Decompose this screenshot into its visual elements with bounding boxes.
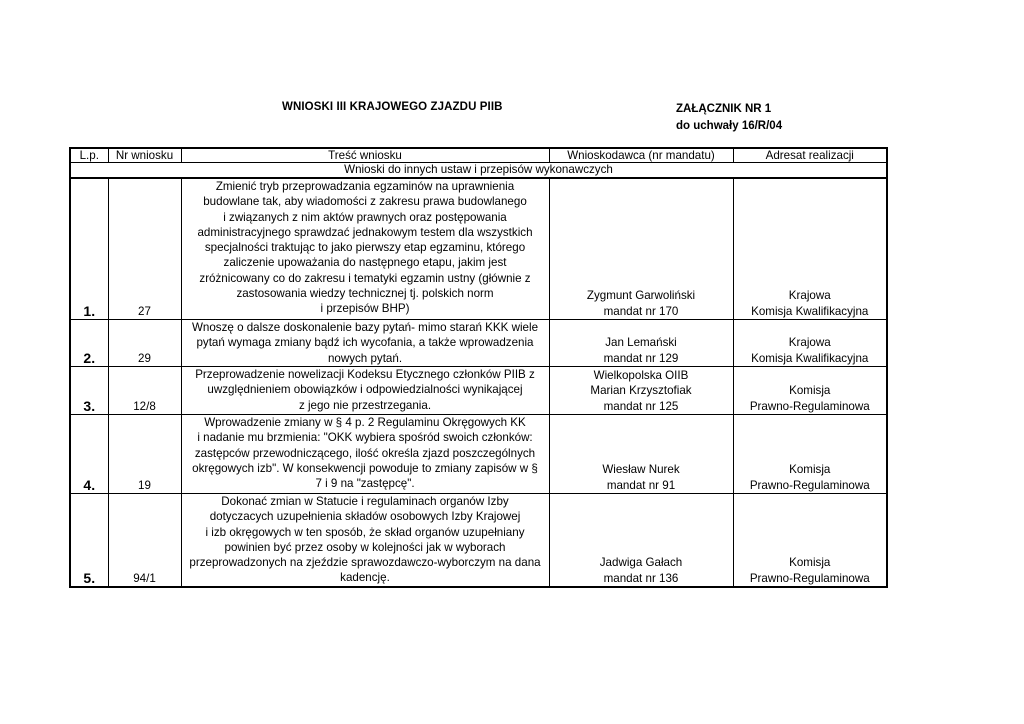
annex-resolution: do uchwały 16/R/04 [676, 120, 783, 132]
author-line: Marian Krzysztofiak [590, 384, 692, 398]
addressee-line: Krajowa [788, 289, 831, 303]
proposals-table [69, 147, 888, 588]
column-header-content: Treść wniosku [181, 148, 549, 163]
proposal-author [549, 320, 733, 367]
addressee-line: Komisja [789, 556, 831, 570]
addressee-line: Krajowa [788, 336, 831, 350]
table-row [70, 178, 887, 320]
column-header-nr: Nr wniosku [108, 148, 181, 163]
content-line: budowlane tak, aby wiadomości z zakresu prawa budowlanego [203, 195, 527, 209]
section-title: Wnioski do innych ustaw i przepisów wykonawczych [70, 163, 887, 179]
content-line: Wprowadzenie zmiany w § 4 p. 2 Regulaminu Okręgowych KK [204, 416, 526, 429]
proposal-addressee [733, 320, 887, 367]
content-line: zróżnicowany co do zakresu i tematyki egzamin ustny (głównie z [199, 271, 531, 285]
addressee-line: Komisja [789, 463, 831, 477]
table-row [70, 367, 887, 415]
author-line: Wiesław Nurek [602, 463, 680, 477]
content-line: i przepisów BHP) [320, 302, 410, 316]
proposal-number: 27 [108, 178, 181, 320]
row-number: 4. [70, 415, 108, 494]
content-line: okręgowych izb". W konsekwencji powoduje to zmiany zapisów w § [192, 461, 538, 475]
content-line: i związanych z nim aktów prawnych oraz postępowania [223, 210, 507, 224]
proposal-addressee [733, 494, 887, 588]
content-line: Wnoszę o dalsze doskonalenie bazy pytań- mimo starań KKK wiele [191, 321, 539, 334]
annex-label [676, 101, 782, 135]
author-line: mandat nr 136 [603, 571, 679, 585]
table-row [70, 494, 887, 588]
proposal-content [181, 320, 549, 367]
content-line: uwzględnieniem obowiązków i odpowiedzialności wynikającej [207, 383, 523, 397]
content-line: kadencję. [340, 571, 390, 585]
addressee-line: Prawno-Regulaminowa [749, 571, 870, 585]
author-line: Jan Lemański [605, 336, 677, 350]
content-line: Dokonać zmian w Statucie i regulaminach organów Izby [221, 495, 509, 508]
row-number: 5. [70, 494, 108, 588]
author-line: Zygmunt Garwoliński [586, 289, 696, 303]
proposal-number: 12/8 [108, 367, 181, 415]
proposal-content [181, 178, 549, 320]
content-line: Przeprowadzenie nowelizacji Kodeksu Etycznego członków PIIB z [195, 368, 535, 381]
content-line: powinien być przez osoby w kolejności jak w wyborach [224, 540, 506, 554]
section-row [70, 163, 887, 179]
addressee-line: Prawno-Regulaminowa [749, 478, 870, 492]
content-line: z jego nie przestrzegania. [298, 398, 432, 412]
content-line: zastosowania wiedzy technicznej tj. polskich norm [236, 287, 494, 301]
author-line: mandat nr 170 [603, 304, 679, 318]
content-line: dotyczacych uzupełnienia składów osobowych Izby Krajowej [209, 510, 521, 524]
table-row [70, 415, 887, 494]
proposal-addressee [733, 178, 887, 320]
content-line: specjalności traktując to jako pierwszy etap egzaminu, którego [204, 241, 526, 255]
proposal-content [181, 494, 549, 588]
content-line: pytań wymaga zmiany bądź ich wycofania, a także wprowadzenia [196, 336, 534, 350]
proposal-author [549, 367, 733, 415]
proposal-author [549, 415, 733, 494]
addressee-line: Komisja [789, 384, 831, 398]
addressee-line: Komisja Kwalifikacyjna [751, 351, 869, 365]
proposal-content [181, 367, 549, 415]
row-number: 3. [70, 367, 108, 415]
content-line: Zmienić tryb przeprowadzania egzaminów na uprawnienia [215, 180, 515, 193]
column-header-author: Wnioskodawca (nr mandatu) [549, 148, 733, 163]
row-number: 1. [70, 178, 108, 320]
proposal-number: 94/1 [108, 494, 181, 588]
content-line: administracyjnego sprawdzać jednakowym testem dla wszystkich [197, 225, 533, 239]
row-number: 2. [70, 320, 108, 367]
column-header-lp: L.p. [70, 148, 108, 163]
proposal-addressee [733, 367, 887, 415]
content-line: 7 i 9 na "zastępcę". [315, 477, 415, 491]
content-line: i izb okręgowych w ten sposób, że skład organów uzupełniany [205, 525, 525, 539]
author-line: mandat nr 129 [603, 351, 679, 365]
content-line: i nadanie mu brzmienia: "OKK wybiera spośród swoich członków: [197, 431, 533, 445]
addressee-line: Prawno-Regulaminowa [749, 399, 870, 413]
proposal-author [549, 178, 733, 320]
author-line: mandat nr 125 [603, 399, 679, 413]
table-header-row [70, 148, 887, 163]
author-line: Wielkopolska OIIB [593, 369, 689, 383]
content-line: zastępców przewodniczącego, ilość określa zjazd poszczególnych [194, 446, 536, 460]
proposal-author [549, 494, 733, 588]
author-line: mandat nr 91 [606, 478, 676, 492]
proposal-number: 29 [108, 320, 181, 367]
proposal-content [181, 415, 549, 494]
content-line: nowych pytań. [327, 351, 403, 365]
proposal-addressee [733, 415, 887, 494]
content-line: zaliczenie upoważania do następnego etapu, jakim jest [223, 256, 507, 270]
annex-number: ZAŁĄCZNIK NR 1 [676, 103, 772, 115]
column-header-addressee: Adresat realizacji [733, 148, 887, 163]
addressee-line: Komisja Kwalifikacyjna [751, 304, 869, 318]
proposal-number: 19 [108, 415, 181, 494]
table-row [70, 320, 887, 367]
content-line: przeprowadzonych na zjeździe sprawozdawczo-wyborczym na dana [189, 556, 541, 570]
document-title: WNIOSKI III KRAJOWEGO ZJAZDU PIIB [282, 101, 503, 113]
author-line: Jadwiga Gałach [599, 556, 683, 570]
